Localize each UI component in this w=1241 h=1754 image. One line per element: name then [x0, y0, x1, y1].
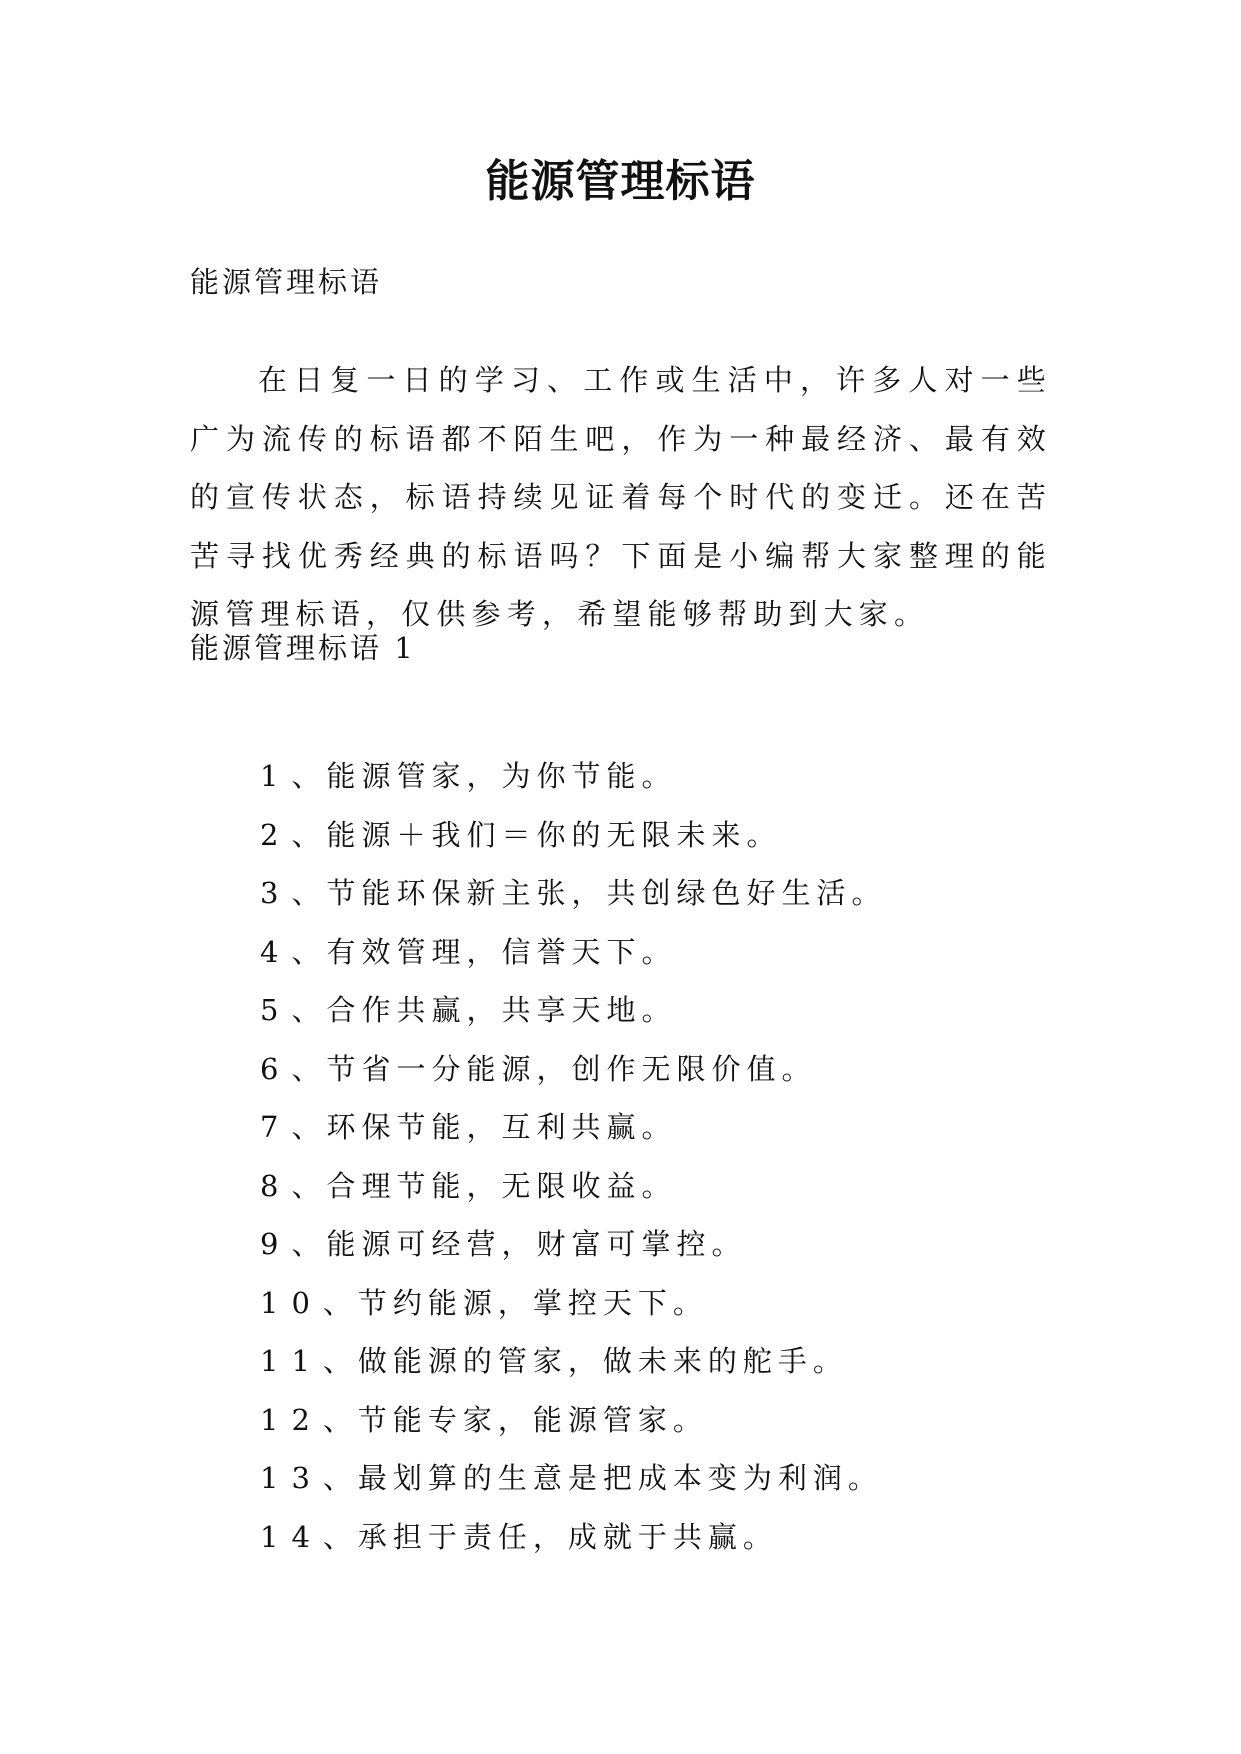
slogan-number: 6: [260, 1051, 292, 1086]
slogan-item: [260, 932, 886, 991]
slogan-item: [260, 1107, 886, 1166]
slogan-number: 14: [260, 1519, 323, 1554]
slogan-item: [260, 873, 886, 932]
slogan-number: 1: [260, 759, 292, 793]
slogan-number: 7: [260, 1110, 292, 1144]
slogan-text: 、能源可经营，财富可掌控。: [291, 1227, 747, 1261]
slogan-number: 12: [260, 1402, 323, 1437]
slogan-number: 13: [260, 1461, 323, 1495]
slogan-text: 、有效管理，信誉天下。: [291, 934, 677, 969]
slogan-number: 2: [260, 817, 292, 852]
slogan-text: 、合作共赢，共享天地。: [291, 993, 677, 1027]
slogan-text: 、做能源的管家，做未来的舵手。: [322, 1344, 848, 1378]
slogan-number: 5: [260, 993, 292, 1027]
slogan-item: [260, 1517, 886, 1576]
slogan-item: [260, 1458, 886, 1517]
slogan-text: 、能源＋我们＝你的无限未来。: [291, 817, 782, 852]
slogan-number: 10: [260, 1285, 323, 1320]
slogan-text: 、承担于责任，成就于共赢。: [322, 1519, 778, 1554]
slogan-item: [260, 1283, 886, 1342]
slogan-item: [260, 1341, 886, 1400]
slogan-text: 、环保节能，互利共赢。: [291, 1110, 677, 1144]
slogan-number: 9: [260, 1227, 292, 1261]
slogan-text: 、最划算的生意是把成本变为利润。: [322, 1461, 883, 1495]
slogan-item: [260, 1049, 886, 1108]
slogan-item: [260, 1166, 886, 1225]
slogan-list: [260, 756, 886, 1575]
slogan-item: [260, 815, 886, 874]
slogan-number: 4: [260, 934, 292, 969]
document-subtitle: 能源管理标语: [190, 265, 383, 299]
slogan-text: 、节约能源，掌控天下。: [322, 1285, 708, 1320]
slogan-item: [260, 756, 886, 815]
slogan-item: [260, 1224, 886, 1283]
document-title: 能源管理标语: [485, 156, 756, 207]
slogan-number: 8: [260, 1168, 292, 1203]
intro-paragraph: 在日复一日的学习、工作或生活中，许多人对一些广为流传的标语都不陌生吧，作为一种最经济、最有效的宣传状态，标语持续见证着每个时代的变迁。还在苦苦寻找优秀经典的标语吗？下面是小编帮大家整理的能源管理标语，仅供参考，希望能够帮助到大家。: [190, 363, 1052, 632]
slogan-text: 、节省一分能源，创作无限价值。: [291, 1051, 817, 1086]
slogan-number: 3: [260, 876, 292, 910]
slogan-item: [260, 990, 886, 1049]
slogan-item: [260, 1400, 886, 1459]
slogan-number: 11: [260, 1344, 323, 1378]
slogan-text: 、节能环保新主张，共创绿色好生活。: [291, 876, 887, 910]
slogan-text: 、能源管家，为你节能。: [291, 759, 677, 793]
slogan-text: 、节能专家，能源管家。: [322, 1402, 708, 1437]
section-heading: 能源管理标语 1: [190, 631, 416, 665]
slogan-text: 、合理节能，无限收益。: [291, 1168, 677, 1203]
